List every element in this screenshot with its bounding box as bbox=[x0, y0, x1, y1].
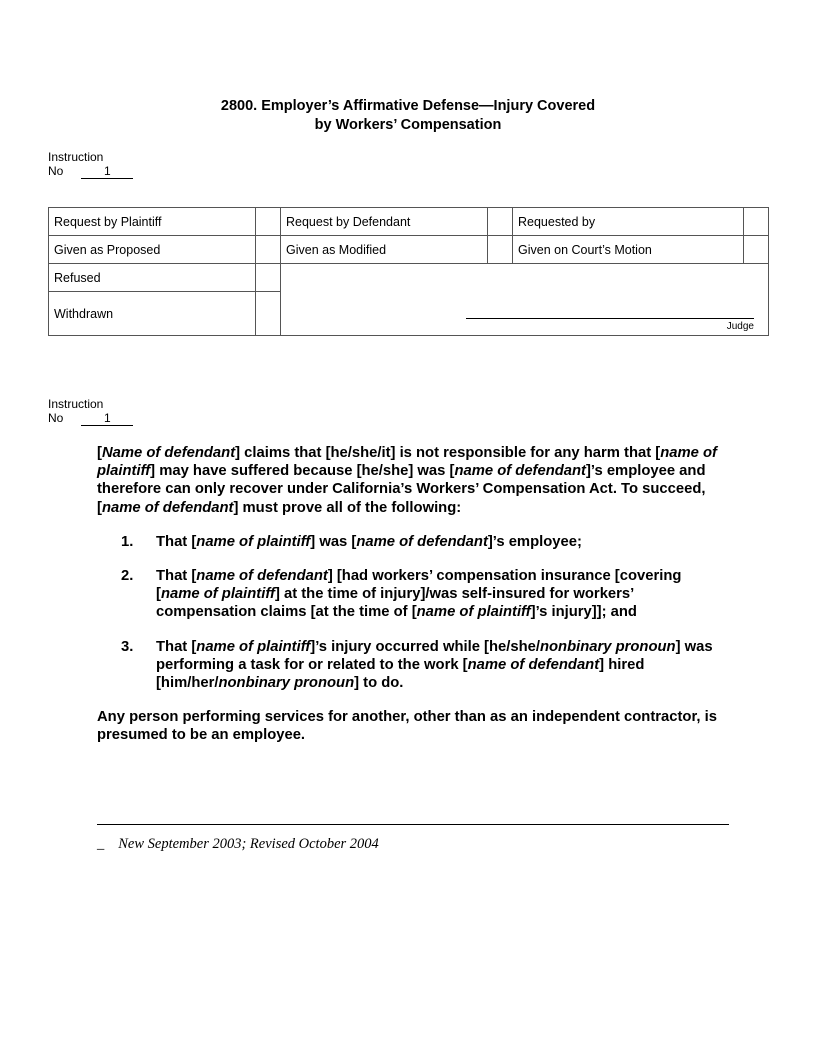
instruction-number-block-bottom bbox=[48, 397, 133, 426]
placeholder-text: nonbinary pronoun bbox=[539, 638, 676, 655]
instruction-number-block-top bbox=[48, 150, 133, 179]
placeholder-text: name of plaintiff bbox=[196, 638, 311, 655]
judge-signature-area[interactable] bbox=[281, 264, 769, 336]
instruction-label: Instruction bbox=[48, 150, 104, 164]
list-item bbox=[97, 638, 729, 693]
placeholder-text: name of defendant bbox=[467, 656, 600, 673]
history-note bbox=[97, 836, 379, 853]
placeholder-text: name of defendant bbox=[196, 568, 328, 585]
closing-paragraph: Any person performing services for another, other than as an independent contractor, is presumed to be an employee. bbox=[97, 709, 717, 744]
judge-label: Judge bbox=[726, 321, 754, 332]
judge-signature-line bbox=[466, 318, 754, 319]
history-divider bbox=[97, 824, 729, 825]
given-as-modified-label: Given as Modified bbox=[281, 236, 488, 264]
body-text: ] was [ bbox=[310, 533, 357, 550]
requested-by-label: Requested by bbox=[513, 208, 744, 236]
placeholder-text: name of plaintiff bbox=[97, 445, 717, 480]
instruction-number: 1 bbox=[81, 412, 133, 426]
body-text: [ bbox=[97, 445, 102, 461]
title-line-1: 2800. Employer’s Affirmative Defense—Injury Covered bbox=[220, 98, 596, 114]
instruction-body bbox=[97, 444, 729, 745]
given-on-courts-motion-checkbox[interactable] bbox=[744, 236, 769, 264]
history-dash: _ bbox=[97, 836, 105, 852]
intro-paragraph bbox=[97, 444, 729, 517]
history-text: New September 2003; Revised October 2004 bbox=[118, 836, 379, 852]
body-text: ] must prove all of the following: bbox=[233, 499, 462, 516]
body-text: ]’s employee and therefore can only recover under California’s Workers’ Compensation Act. To succeed, [ bbox=[97, 463, 706, 516]
placeholder-text: name of defendant bbox=[101, 499, 234, 516]
placeholder-text: name of defendant bbox=[356, 533, 488, 550]
instruction-no-label: No bbox=[48, 164, 64, 178]
requested-by-checkbox[interactable] bbox=[744, 208, 769, 236]
body-text: That [ bbox=[156, 533, 197, 550]
request-by-plaintiff-label: Request by Plaintiff bbox=[49, 208, 256, 236]
page-title bbox=[0, 97, 816, 135]
list-item-number: 2. bbox=[121, 568, 134, 585]
given-as-proposed-checkbox[interactable] bbox=[256, 236, 281, 264]
body-text: ] hired [him/her/ bbox=[156, 656, 645, 692]
body-text: ] may have suffered because [he/she] was [ bbox=[150, 463, 455, 480]
elements-list bbox=[97, 533, 729, 692]
instruction-number: 1 bbox=[81, 165, 133, 179]
refused-checkbox[interactable] bbox=[256, 264, 281, 292]
given-on-courts-motion-label: Given on Court’s Motion bbox=[513, 236, 744, 264]
instruction-no-label: No bbox=[48, 411, 64, 425]
body-text: ] was performing a task for or related to the work [ bbox=[156, 638, 713, 673]
request-by-defendant-label: Request by Defendant bbox=[281, 208, 488, 236]
list-item-number: 1. bbox=[121, 533, 134, 550]
title-line-2: by Workers’ Compensation bbox=[314, 117, 502, 133]
body-text: That [ bbox=[156, 568, 197, 585]
placeholder-text: name of plaintiff bbox=[196, 533, 311, 550]
list-item bbox=[97, 533, 729, 551]
body-text: ]’s injury occurred while [he/she/ bbox=[310, 638, 540, 655]
refused-label: Refused bbox=[49, 264, 256, 292]
request-table bbox=[48, 207, 769, 336]
request-by-plaintiff-checkbox[interactable] bbox=[256, 208, 281, 236]
instruction-label: Instruction bbox=[48, 397, 104, 411]
placeholder-text: name of plaintiff bbox=[416, 604, 531, 621]
body-text: ]’s employee; bbox=[487, 533, 582, 550]
body-text: ] claims that [he/she/it] is not responsible for any harm that [ bbox=[235, 445, 661, 461]
body-text: That [ bbox=[156, 638, 197, 655]
request-by-defendant-checkbox[interactable] bbox=[488, 208, 513, 236]
list-item-number: 3. bbox=[121, 638, 134, 655]
given-as-modified-checkbox[interactable] bbox=[488, 236, 513, 264]
body-text: ] to do. bbox=[354, 675, 404, 692]
placeholder-text: name of plaintiff bbox=[160, 586, 275, 603]
withdrawn-label: Withdrawn bbox=[49, 292, 256, 336]
body-text: ]’s injury]]; and bbox=[530, 604, 637, 621]
withdrawn-checkbox[interactable] bbox=[256, 292, 281, 336]
body-text: ] at the time of injury]/was self-insured for workers’ compensation claims [at the time of [ bbox=[156, 586, 634, 621]
placeholder-text: Name of defendant bbox=[101, 445, 236, 461]
list-item bbox=[97, 567, 729, 622]
body-text: ] [had workers’ compensation insurance [covering [ bbox=[156, 568, 682, 603]
given-as-proposed-label: Given as Proposed bbox=[49, 236, 256, 264]
placeholder-text: name of defendant bbox=[454, 463, 586, 480]
placeholder-text: nonbinary pronoun bbox=[218, 675, 355, 692]
